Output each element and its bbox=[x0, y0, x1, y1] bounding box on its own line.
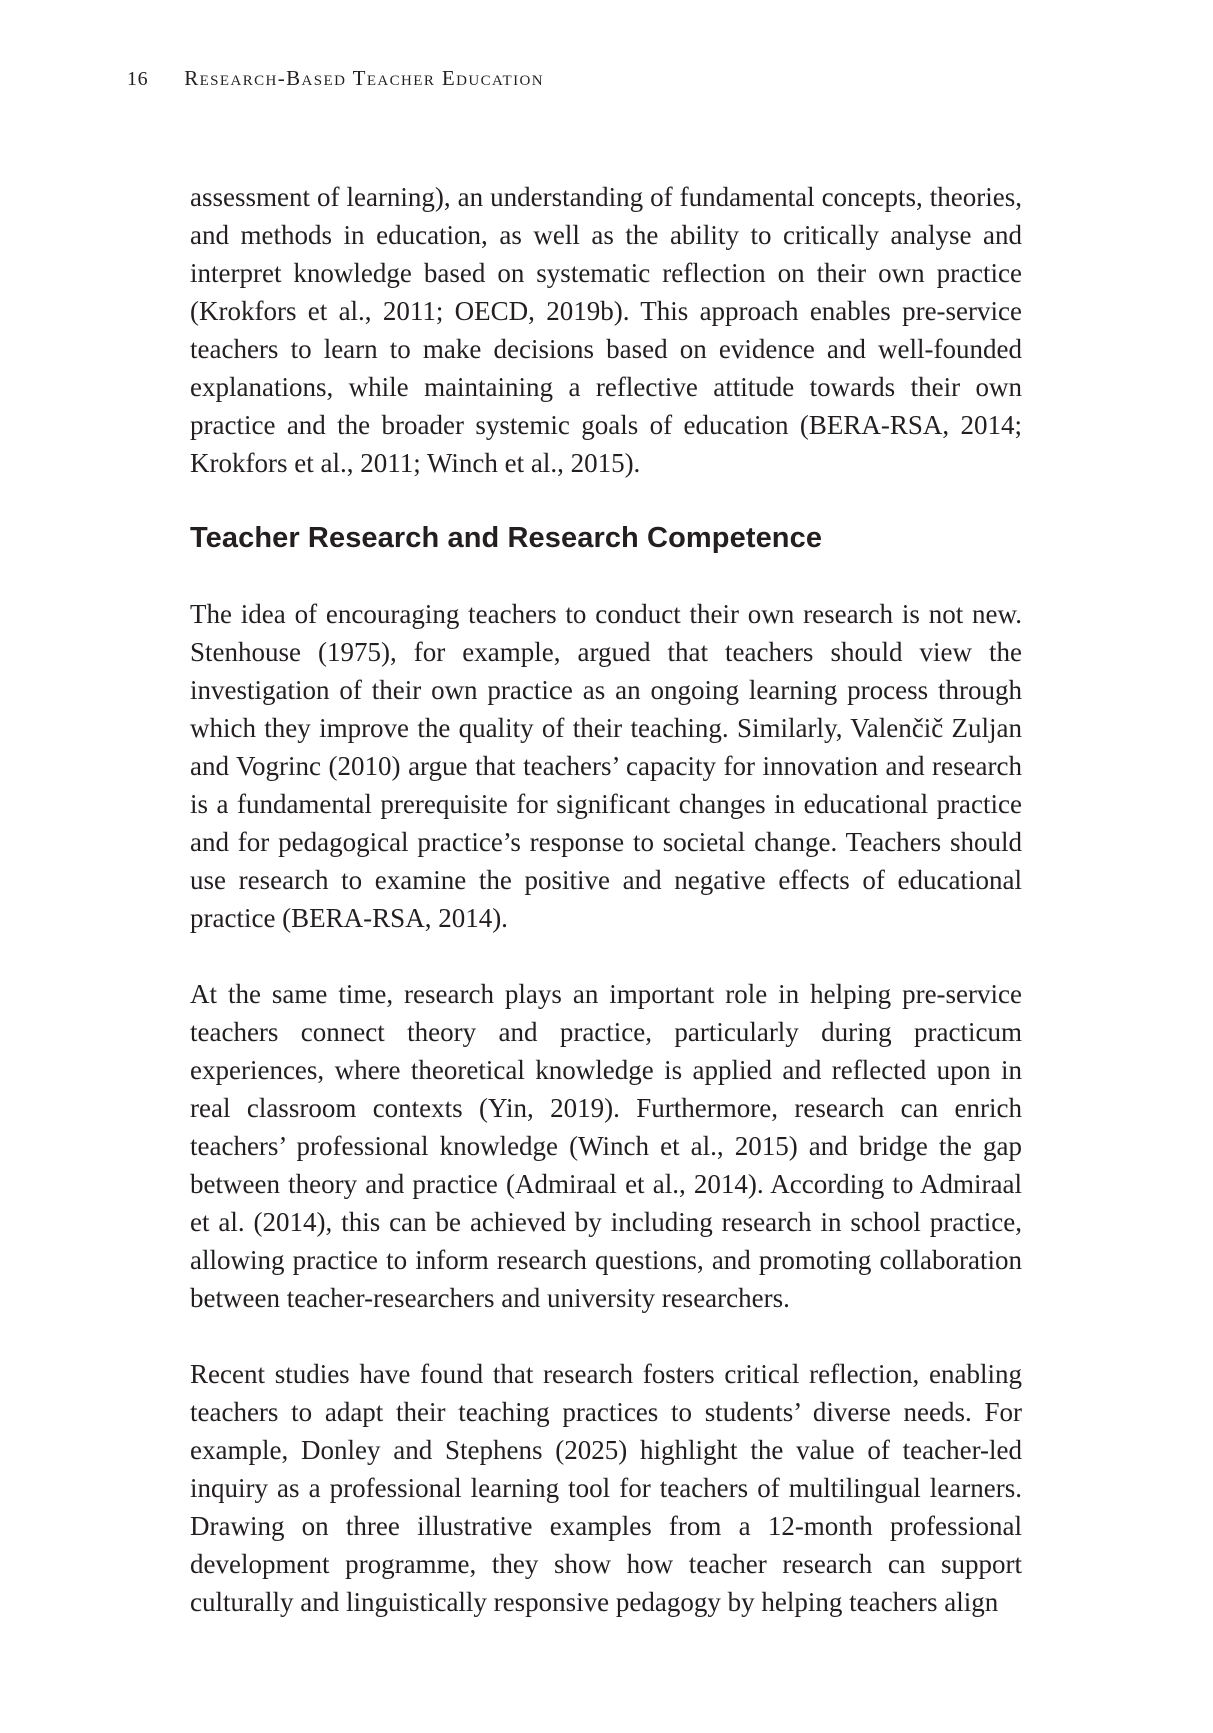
body-paragraph: assessment of learning), an understanding of fundamental concepts, theories, and methods in education, as well as the ability to critically analyse and interpret knowledge based on systematic reflection on their own practice (Krokfors et al., 2011; OECD, 2019b). This approach enables pre-service teachers to learn to make decisions based on evidence and well-founded explanations, while maintaining a reflective attitude towards their own practice and the broader systemic goals of education (BERA-RSA, 2014; Krokfors et al., 2011; Winch et al., 2015). bbox=[190, 182, 1022, 478]
section-heading: Teacher Research and Research Competence bbox=[190, 522, 823, 554]
running-head bbox=[127, 66, 544, 96]
running-title: Research-Based Teacher Education bbox=[184, 66, 544, 90]
body-paragraph: The idea of encouraging teachers to conduct their own research is not new. Stenhouse (1975), for example, argued that teachers should view the investigation of their own practice as an ongoing learning process through which they improve the quality of their teaching. Similarly, Valenčič Zuljan and Vogrinc (2010) argue that teachers’ capacity for innovation and research is a fundamental prerequisite for significant changes in educational practice and for pedagogical practice’s response to societal change. Teachers should use research to examine the positive and negative effects of educational practice (BERA-RSA, 2014). bbox=[190, 599, 1022, 933]
page-number: 16 bbox=[127, 68, 149, 90]
body-paragraph: At the same time, research plays an important role in helping pre-service teachers connect theory and practice, particularly during practicum experiences, where theoretical knowledge is applied and reflected upon in real classroom contexts (Yin, 2019). Furthermore, research can enrich teachers’ professional knowledge (Winch et al., 2015) and bridge the gap between theory and practice (Admiraal et al., 2014). According to Admiraal et al. (2014), this can be achieved by including research in school practice, allowing practice to inform research questions, and promoting collaboration between teacher-researchers and university researchers. bbox=[190, 979, 1022, 1313]
page-body bbox=[190, 178, 1022, 1621]
body-paragraph: Recent studies have found that research fosters critical reflection, enabling teachers to adapt their teaching practices to students’ diverse needs. For example, Donley and Stephens (2025) highlight the value of teacher-led inquiry as a professional learning tool for teachers of multilingual learners. Drawing on three illustrative examples from a 12-month professional development programme, they show how teacher research can support culturally and linguistically responsive pedagogy by helping teachers align bbox=[190, 1359, 1022, 1617]
